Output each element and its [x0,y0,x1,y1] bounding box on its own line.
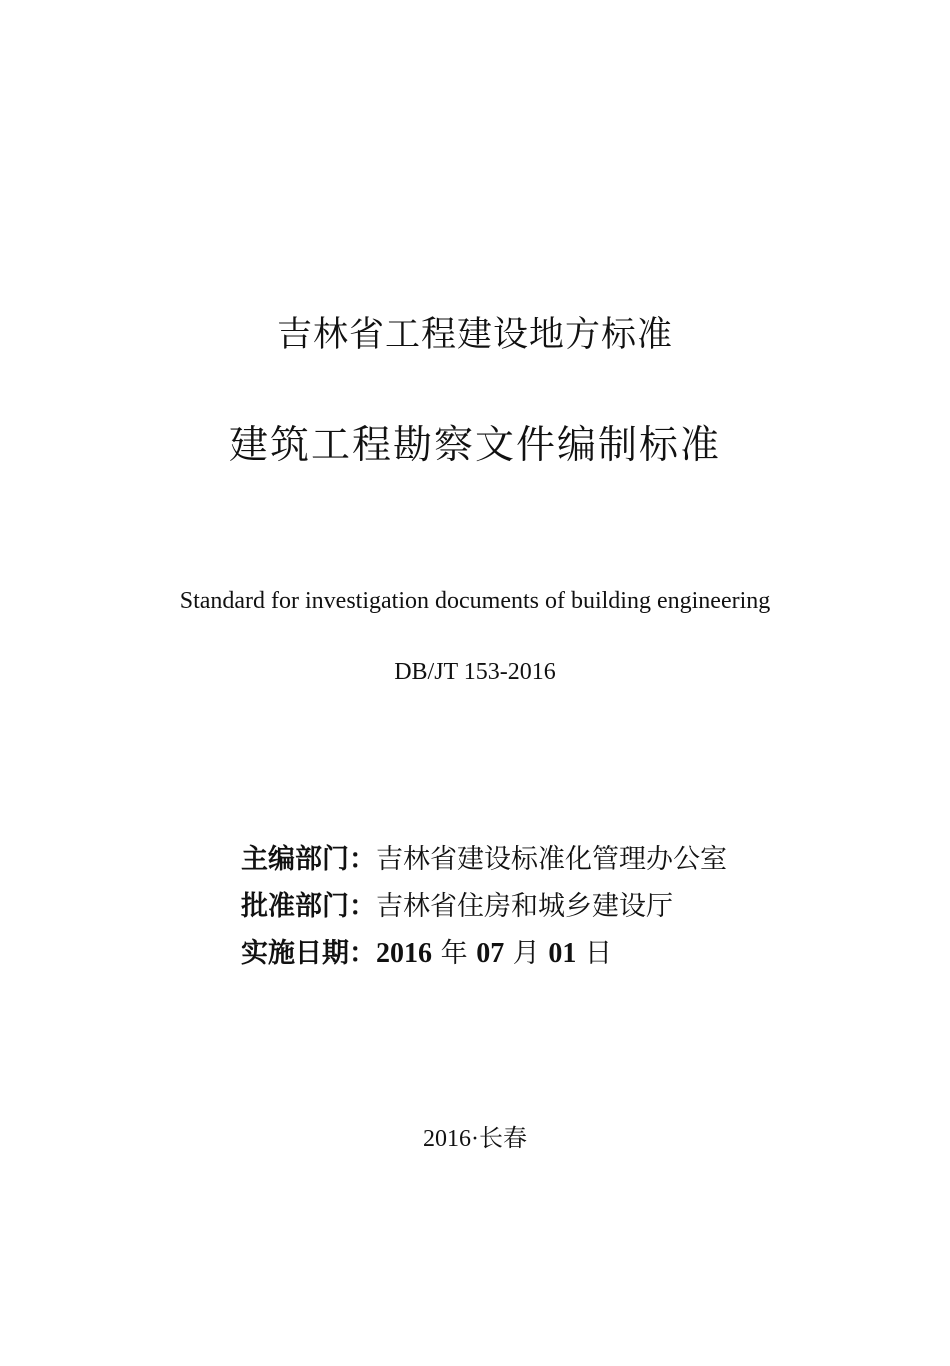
imprint: 2016·长春 [423,1126,527,1152]
date-value [376,938,612,969]
series-title: 吉林省工程建设地方标准 [276,315,673,355]
date-month: 07 [476,938,505,969]
main-title: 建筑工程勘察文件编制标准 [228,423,721,468]
date-year-unit: 年 [440,938,468,969]
approver-value: 吉林省住房和城乡建设厅 [376,891,673,922]
approver-row [241,887,801,934]
date-year: 2016 [376,938,432,969]
date-day-unit: 日 [584,938,612,969]
editor-value: 吉林省建设标准化管理办公室 [376,844,727,875]
date-row [241,934,801,981]
editor-label: 主编部门： [241,844,376,875]
date-label: 实施日期： [241,938,376,969]
date-month-unit: 月 [512,938,540,969]
approver-label: 批准部门： [241,891,376,922]
editor-row [241,840,801,887]
english-title: Standard for investigation documents of building engineering [179,588,771,614]
info-block [241,840,801,981]
date-day: 01 [548,938,577,969]
standard-code: DB/JT 153-2016 [394,659,556,685]
